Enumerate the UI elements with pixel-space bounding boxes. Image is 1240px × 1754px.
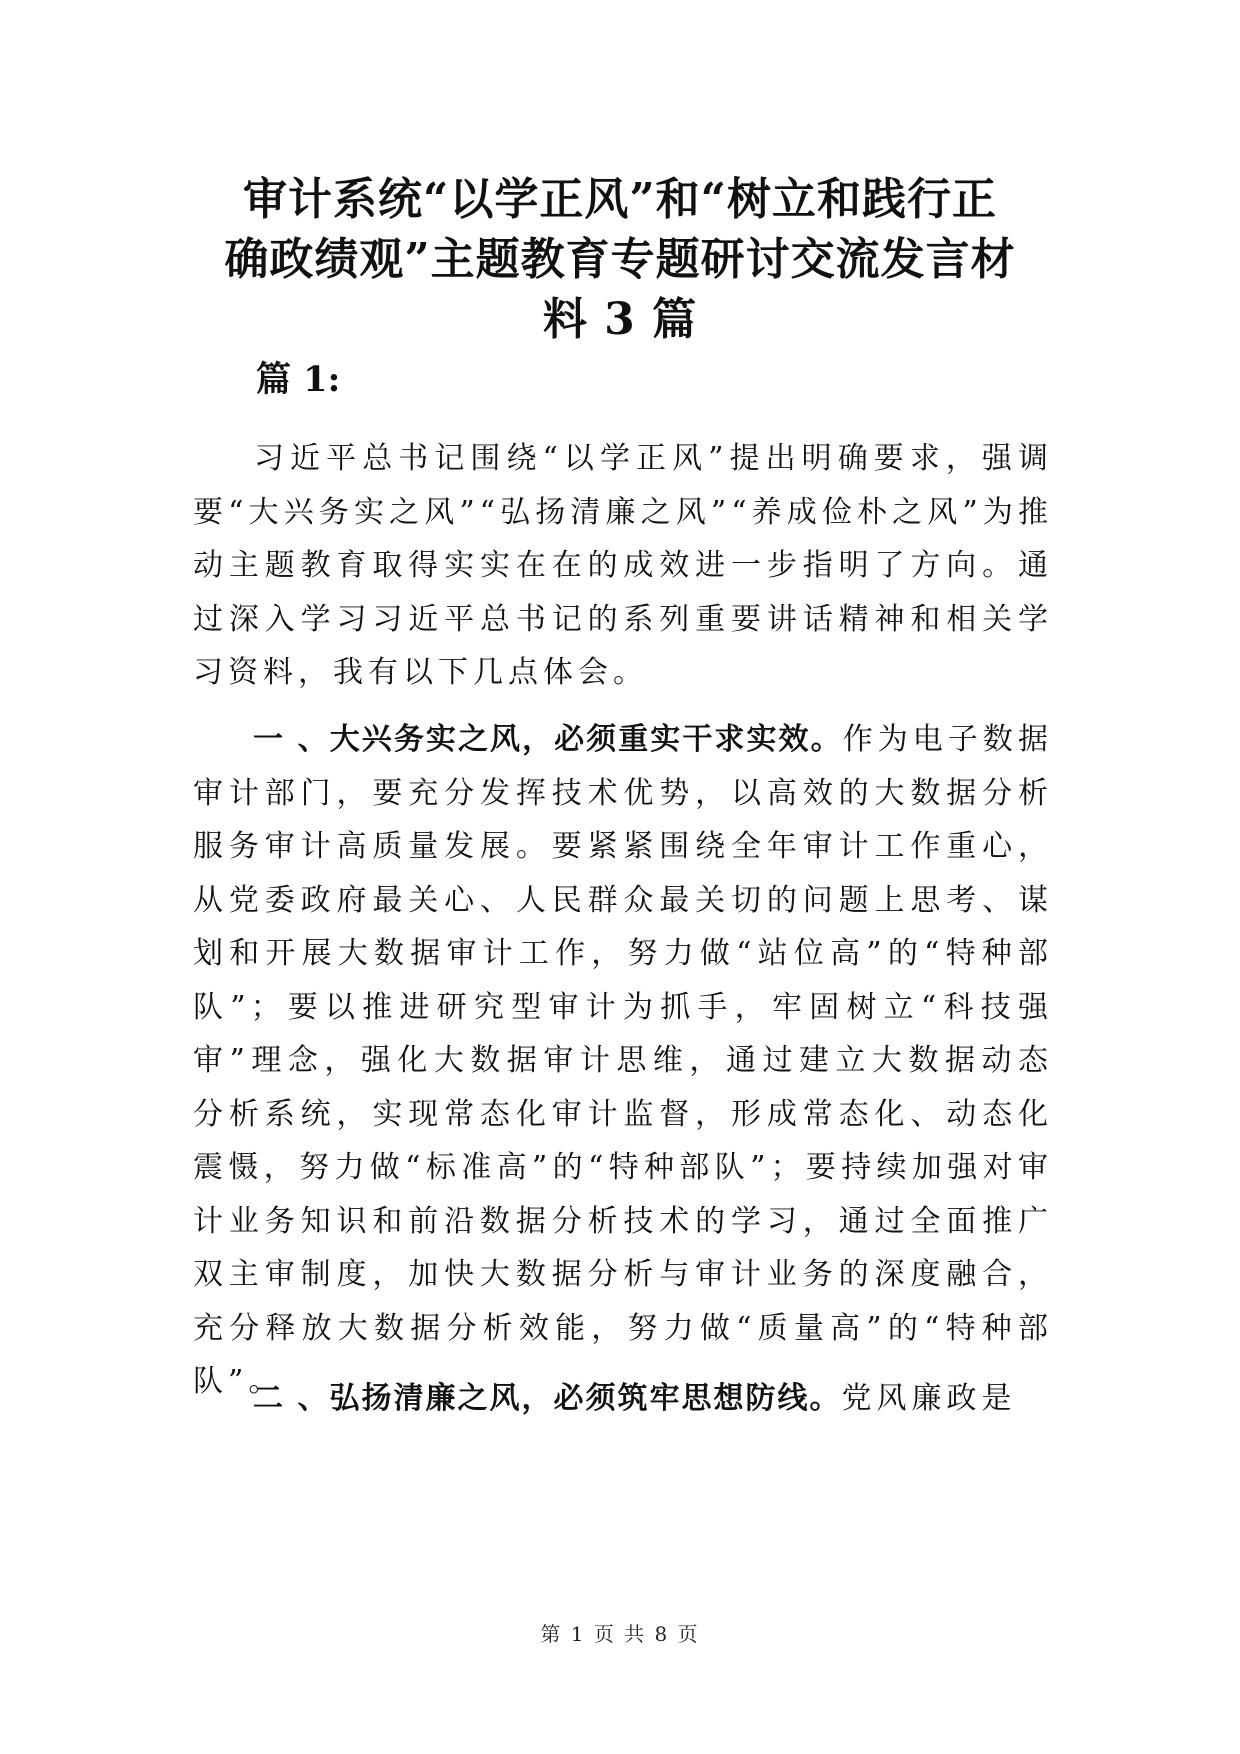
title-line-1: 审计系统“以学正风”和“树立和践行正 (243, 174, 997, 225)
point-1-text: 作为电子数据审计部门，要充分发挥技术优势，以高效的大数据分析服务审计高质量发展。要紧紧围绕全年审计工作重心，从党委政府最关心、人民群众最关切的问题上思考、谋划和开展大数据审计工作，努力做“站位高”的“特种部队”；要以推进研究型审计为抓手，牢固树立“科技强审”理念，强化大数据审计思维，通过建立大数据动态分析系统，实现常态化审计监督，形成常态化、动态化震慑，努力做“标准高”的“特种部队”；要持续加强对审计业务知识和前沿数据分析技术的学习，通过全面推广双主审制度，加快大数据分析与审计业务的深度融合，充分释放大数据分析效能，努力做“质量高”的“特种部队”。 (193, 722, 1053, 1399)
section-label: 篇 1: (256, 359, 341, 400)
title-line-3: 料 3 篇 (542, 294, 698, 345)
point-1-heading: 一 、大兴务实之风，必须重实干求实效。 (253, 722, 843, 757)
page-footer: 第 1 页 共 8 页 (540, 1622, 700, 1646)
intro-text: 习近平总书记围绕“以学正风”提出明确要求，强调要“大兴务实之风”“弘扬清廉之风”“养成俭朴之风”为推动主题教育取得实实在在的成效进一步指明了方向。通过深入学习习近平总书记的系列重要讲话精神和相关学习资料，我有以下几点体会。 (193, 441, 1053, 690)
title-line-2: 确政绩观”主题教育专题研讨交流发言材 (224, 234, 1016, 285)
document-title (150, 170, 1090, 350)
point-2-text: 党风廉政是 (841, 1381, 1017, 1416)
point-2-heading: 二 、弘扬清廉之风，必须筑牢思想防线。 (253, 1381, 842, 1416)
point-2-paragraph (193, 1372, 1053, 1426)
intro-paragraph (193, 432, 1053, 700)
point-1-paragraph (193, 713, 1053, 1409)
